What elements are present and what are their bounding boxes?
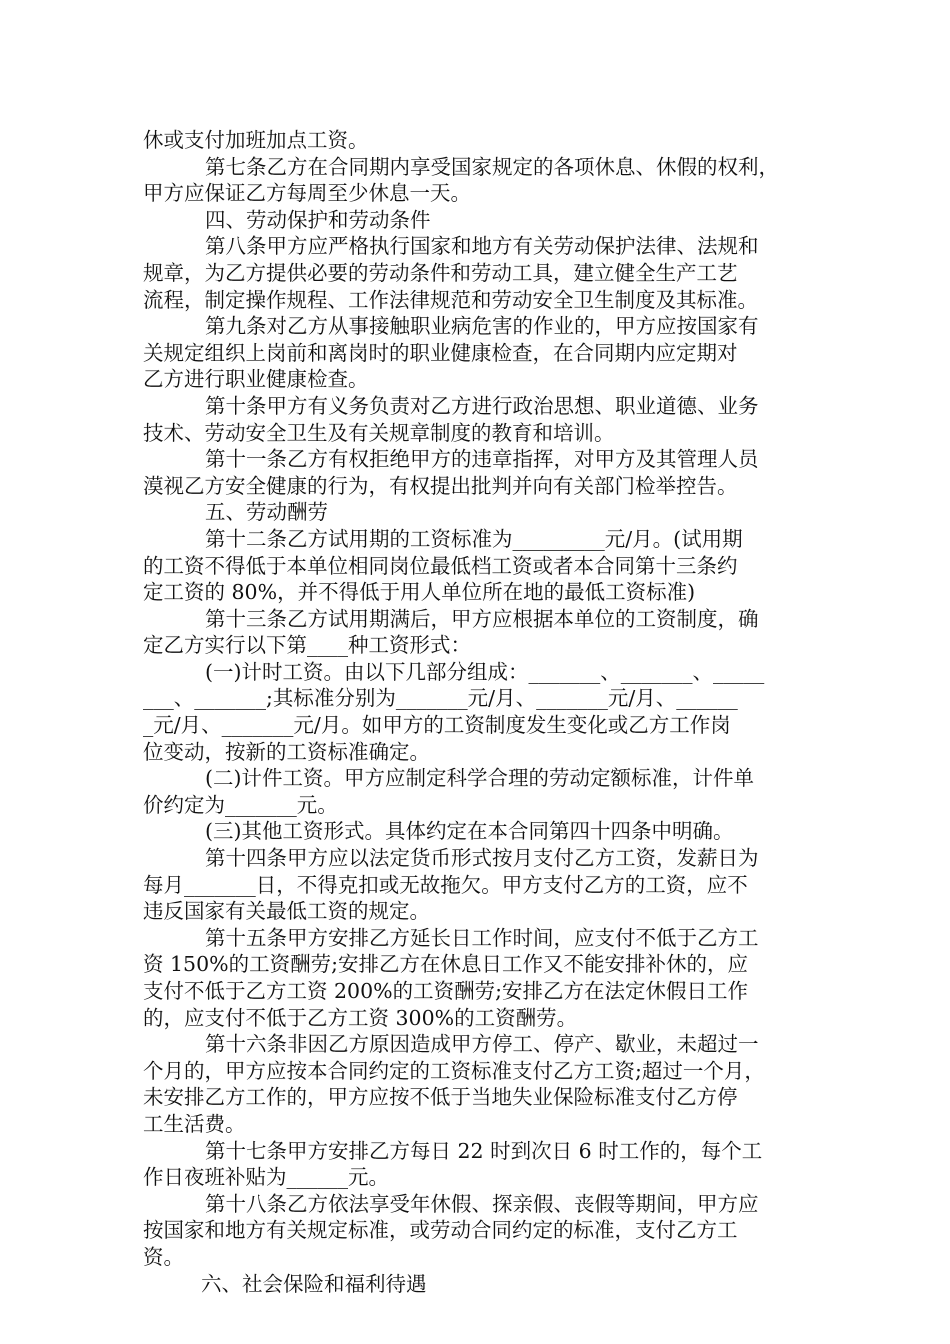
text-line: 定工资的 80%，并不得低于用人单位所在地的最低工资标准)	[143, 580, 696, 605]
text-line: 第十七条甲方安排乙方每日 22 时到次日 6 时工作的，每个工	[205, 1138, 763, 1163]
text-line: 违反国家有关最低工资的规定。	[143, 899, 430, 924]
text-line: ___、_______;其标准分别为_______元/月、_______元/月、______	[143, 686, 738, 711]
text-line: 六、社会保险和福利待遇	[201, 1271, 427, 1296]
text-line: 乙方进行职业健康检查。	[143, 367, 369, 392]
text-line: _元/月、_______元/月。如甲方的工资制度发生变化或乙方工作岗	[143, 713, 731, 738]
text-line: 第十六条非因乙方原因造成甲方停工、停产、歇业，未超过一	[205, 1032, 759, 1057]
text-line: 第十条甲方有义务负责对乙方进行政治思想、职业道德、业务	[205, 393, 759, 418]
text-line: 五、劳动酬劳	[205, 500, 328, 525]
text-line: 四、劳动保护和劳动条件	[205, 207, 431, 232]
text-line: 价约定为_______元。	[143, 792, 338, 817]
text-line: 第十四条甲方应以法定货币形式按月支付乙方工资，发薪日为	[205, 846, 759, 871]
text-line: 第十二条乙方试用期的工资标准为_________元/月。(试用期	[205, 526, 743, 551]
text-line: 第八条甲方应严格执行国家和地方有关劳动保护法律、法规和	[205, 234, 759, 259]
text-line: 第十五条甲方安排乙方延长日工作时间，应支付不低于乙方工	[205, 925, 759, 950]
text-line: 第十一条乙方有权拒绝甲方的违章指挥，对甲方及其管理人员	[205, 447, 759, 472]
text-line: 位变动，按新的工资标准确定。	[143, 739, 430, 764]
text-line: 技术、劳动安全卫生及有关规章制度的教育和培训。	[143, 420, 615, 445]
text-line: 的工资不得低于本单位相同岗位最低档工资或者本合同第十三条约	[143, 553, 738, 578]
text-line: 资 150%的工资酬劳;安排乙方在休息日工作又不能安排补休的，应	[143, 952, 749, 977]
text-line: 定乙方实行以下第____种工资形式：	[143, 633, 471, 658]
text-line: 支付不低于乙方工资 200%的工资酬劳;安排乙方在法定休假日工作	[143, 979, 749, 1003]
contract-text-body	[143, 127, 813, 1297]
text-line: 休或支付加班加点工资。	[143, 128, 369, 152]
text-line: 第十八条乙方依法享受年休假、探亲假、丧假等期间，甲方应	[205, 1191, 759, 1216]
text-line: 的，应支付不低于乙方工资 300%的工资酬劳。	[143, 1005, 578, 1030]
text-line: 未安排乙方工作的，甲方应按不低于当地失业保险标准支付乙方停	[143, 1085, 738, 1110]
text-line: 按国家和地方有关规定标准，或劳动合同约定的标准，支付乙方工	[143, 1218, 738, 1243]
text-line: 第七条乙方在合同期内享受国家规定的各项休息、休假的权利，	[205, 154, 779, 179]
text-line: 工生活费。	[143, 1111, 246, 1136]
text-line: 每月_______日，不得克扣或无故拖欠。甲方支付乙方的工资，应不	[143, 872, 748, 897]
text-line: 流程，制定操作规程、工作法律规范和劳动安全卫生制度及其标准。	[143, 287, 758, 312]
text-line: 资。	[143, 1244, 184, 1269]
text-line: 个月的，甲方应按本合同约定的工资标准支付乙方工资;超过一个月，	[143, 1058, 765, 1083]
text-line: 规章，为乙方提供必要的劳动条件和劳动工具，建立健全生产工艺	[143, 260, 738, 285]
text-line: (三)其他工资形式。具体约定在本合同第四十四条中明确。	[205, 819, 734, 844]
text-line: 甲方应保证乙方每周至少休息一天。	[143, 181, 471, 206]
text-line: 作日夜班补贴为______元。	[143, 1165, 389, 1190]
text-line: 第九条对乙方从事接触职业病危害的作业的，甲方应按国家有	[205, 314, 759, 339]
text-line: (一)计时工资。由以下几部分组成：_______、_______、_____	[205, 659, 765, 684]
text-line: 第十三条乙方试用期满后，甲方应根据本单位的工资制度，确	[205, 606, 759, 631]
text-line: 关规定组织上岗前和离岗时的职业健康检查，在合同期内应定期对	[143, 340, 738, 365]
text-line: (二)计件工资。甲方应制定科学合理的劳动定额标准，计件单	[205, 766, 754, 791]
text-line: 漠视乙方安全健康的行为，有权提出批判并向有关部门检举控告。	[143, 473, 738, 498]
